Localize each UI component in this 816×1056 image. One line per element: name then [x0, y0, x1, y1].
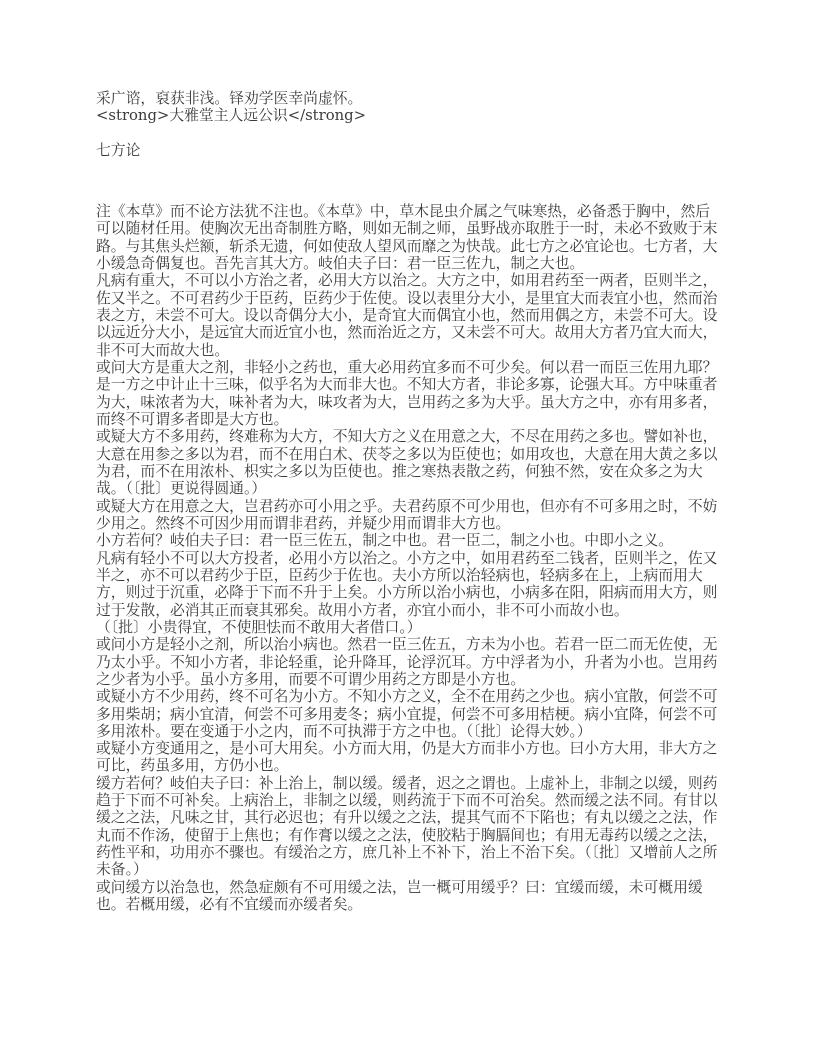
- preface-block: [96, 90, 722, 125]
- preface-signature-line: <strong>大雅堂主人远公识</strong>: [96, 107, 367, 125]
- preface-closing-line: 采广谘，裒获非浅。铎劝学医幸尚虚怀。: [96, 90, 363, 107]
- body-paragraph: 或问缓方以治急也，然急症颇有不可用缓之法，岂一概可用缓乎？曰：宜缓而缓，未可概用缓也。若概用缓，必有不宜缓而亦缓者矣。: [96, 878, 703, 914]
- body-paragraph: 凡病有重大，不可以小方治之者，必用大方以治之。大方之中，如用君药至一两者，臣则半之，佐又半之。不可君药少于臣药，臣药少于佐使。设以表里分大小，是里宜大而表宜小也，然而治表之方，未尝不可大。设以奇偶分大小，是奇宜大而偶宜小也，然而用偶之方，未尝不可大。设以远近分大小，是远宜大而近宜小也，然而治近之方，又未尝不可大。故用大方者乃宜大而大，非不可大而故大也。: [96, 272, 718, 359]
- body-paragraph: 或疑小方不少用药，终不可名为小方。不知小方之义，全不在用药之少也。病小宜散，何尝不可多用柴胡；病小宜清，何尝不可多用麦冬；病小宜提，何尝不可多用桔梗。病小宜降，何尝不可多用浓朴。要在变通于小之内，而不可执滞于方之中也。（〔批〕论得大妙。）: [96, 688, 718, 740]
- body-paragraph: 缓方若何？岐伯夫子曰：补上治上，制以缓。缓者，迟之之谓也。上虚补上，非制之以缓，则药趋于下而不可补矣。上病治上，非制之以缓，则药流于下而不可治矣。然而缓之法不同。有甘以缓之之法，凡味之甘，其行必迟也；有升以缓之之法，提其气而不下陷也；有丸以缓之之法，作丸而不作汤，使留于上焦也；有作膏以缓之之法，使胶粘于胸膈间也；有用无毒药以缓之之法，药性平和，功用亦不骤也。有缓治之方，庶几补上不补下，治上不治下矣。（〔批〕又增前人之所未备。）: [96, 774, 718, 879]
- body-paragraph: 或疑大方不多用药，终难称为大方，不知大方之义在用意之大，不尽在用药之多也。譬如补也，大意在用参之多以为君，而不在用白术、茯苓之多以为臣使也；如用攻也，大意在用大黄之多以为君，而不在用浓朴、枳实之多以为臣使也。推之寒热表散之药，何独不然，安在众多之为大哉。（〔批〕更说得圆通。）: [96, 428, 718, 498]
- body-paragraph: 或疑小方变通用之，是小可大用矣。小方而大用，仍是大方而非小方也。曰小方大用，非大方之可比，药虽多用，方仍小也。: [96, 740, 718, 775]
- section-title: 七方论: [96, 141, 141, 159]
- body-paragraph: 小方若何？岐伯夫子曰：君一臣三佐五，制之中也。君一臣二，制之小也。中即小之义。: [96, 532, 674, 550]
- body-paragraph: 凡病有轻小不可以大方投者，必用小方以治之。小方之中，如用君药至二钱者，臣则半之，佐又半之，亦不可以君药少于臣，臣药少于佐也。夫小方所以治轻病也，轻病多在上，上病而用大方，则过于沉重，必降于下而不升于上矣。小方所以治小病也，小病多在阳，阳病而用大方，则过于发散，必消其正而衰其邪矣。故用小方者，亦宜小而小，非不可小而故小也。: [96, 549, 718, 619]
- body-paragraph: 或问大方是重大之剂，非轻小之药也，重大必用药宜多而不可少矣。何以君一而臣三佐用九耶？是一方之中计止十三味，似乎名为大而非大也。不知大方者，非论多寡，论强大耳。方中味重者为大，味浓者为大，味补者为大，味攻者为大，岂用药之多为大乎。虽大方之中，亦有用多者，而终不可谓多者即是大方也。: [96, 358, 718, 428]
- body-paragraph-annotation: （〔批〕小贵得宜，不使胆怯而不敢用大者借口。）: [96, 618, 422, 636]
- body-paragraph: 或问小方是轻小之剂，所以治小病也。然君一臣三佐五，方未为小也。若君一臣二而无佐使，无乃太小乎。不知小方者，非论轻重，论升降耳，论浮沉耳。方中浮者为小，升者为小也。岂用药之少者为小乎。虽小方多用，而要不可谓少用药之方即是小方也。: [96, 636, 718, 688]
- body-paragraph: 注《本草》而不论方法犹不注也。《本草》中，草木昆虫介属之气味寒热，必备悉于胸中，然后可以随材任用。使胸次无出奇制胜方略，则如无制之师，虽野战亦取胜于一时，未必不致败于末路。与其焦头烂额，斩杀无遗，何如使敌人望风而靡之为快哉。此七方之必宜论也。七方者，大小缓急奇偶复也。吾先言其大方。岐伯夫子曰：君一臣三佐九，制之大也。: [96, 202, 718, 272]
- body-paragraph: 或疑大方在用意之大，岂君药亦可小用之乎。夫君药原不可少用也，但亦有不可多用之时，不妨少用之。然终不可因少用而谓非君药，并疑少用而谓非大方也。: [96, 497, 718, 532]
- article-body: [96, 203, 722, 913]
